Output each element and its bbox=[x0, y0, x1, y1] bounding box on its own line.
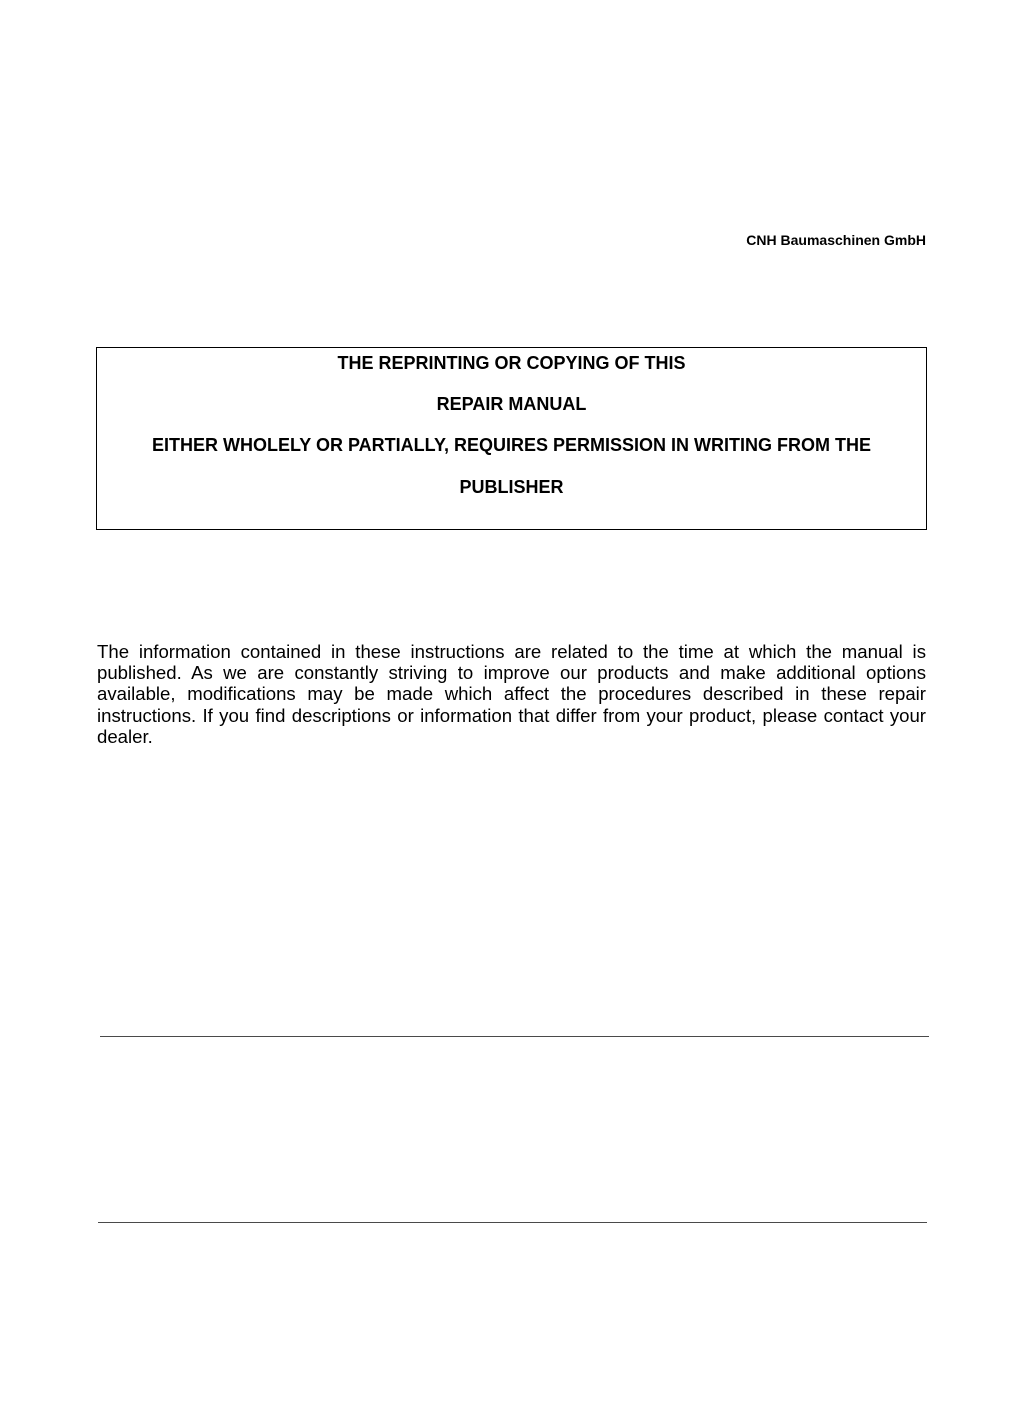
notice-line: PUBLISHER bbox=[459, 477, 564, 497]
notice-line: EITHER WHOLELY OR PARTIALLY, REQUIRES PERMISSION IN WRITING FROM THE bbox=[151, 435, 872, 455]
information-paragraph: The information contained in these instructions are related to the time at which the manual is published. As we are constantly striving to improve our products and make additional options available, modifications may be made which affect the procedures described in these repair instructions. If you find descriptions or information that differ from your product, please contact your dealer. bbox=[97, 641, 926, 747]
copyright-notice-box bbox=[96, 347, 927, 530]
horizontal-divider bbox=[98, 1222, 927, 1223]
notice-line: THE REPRINTING OR COPYING OF THIS bbox=[337, 353, 686, 373]
notice-line: REPAIR MANUAL bbox=[436, 394, 587, 414]
horizontal-divider bbox=[100, 1036, 929, 1037]
company-name: CNH Baumaschinen GmbH bbox=[746, 232, 926, 248]
